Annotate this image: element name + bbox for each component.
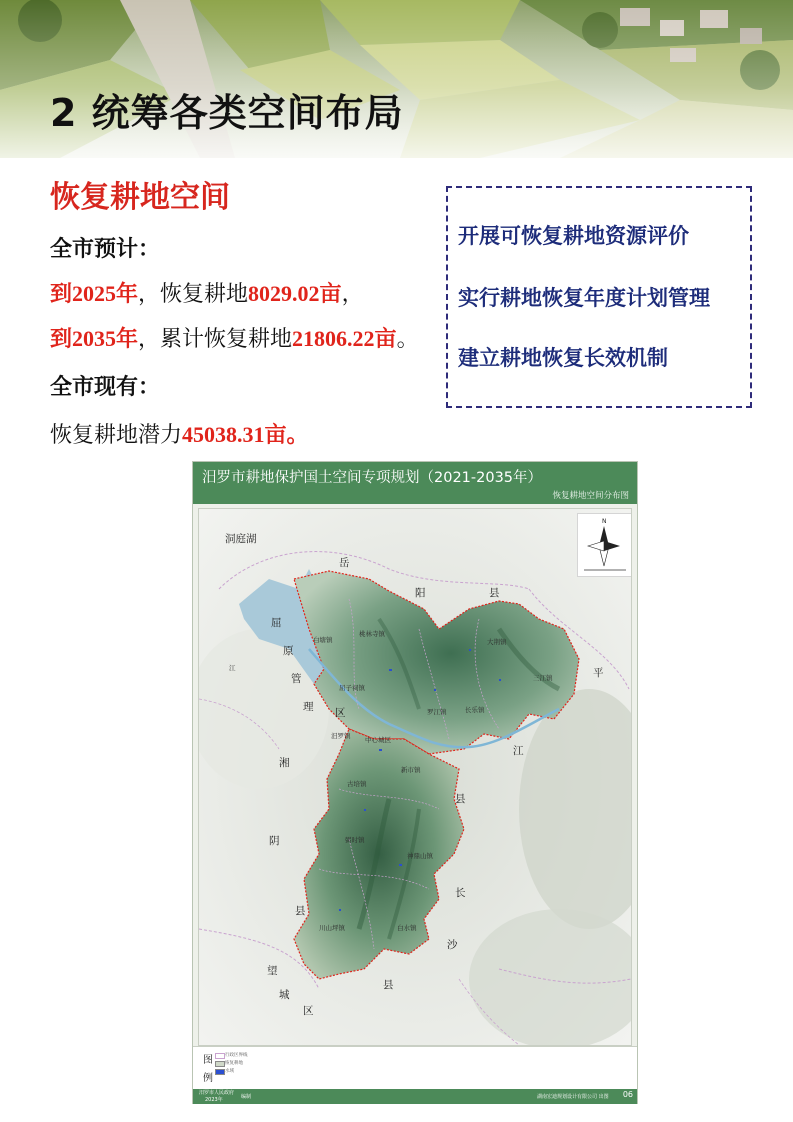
legend-item: 行政区界线 (225, 1053, 248, 1058)
label-char: 管 (291, 673, 302, 685)
label-char: 屈 (271, 617, 282, 629)
text: ，恢复耕地 (138, 282, 249, 307)
town-label: 大荆镇 (487, 638, 507, 646)
legend-label: 例 (203, 1073, 213, 1084)
town-label: 罗江镇 (427, 708, 447, 716)
legend-item: 水域 (225, 1069, 234, 1074)
prefix: 到 (50, 327, 73, 352)
footer-compiled: 编制 (241, 1094, 252, 1100)
footer-year: 2023年 (205, 1097, 223, 1103)
town-label: 白塘镇 (313, 636, 333, 644)
label-char: 县 (383, 979, 394, 991)
map-footer (193, 1089, 637, 1104)
text: 恢复耕地潜力 (50, 423, 183, 448)
year: 2035年 (72, 326, 139, 351)
forecast-2035 (50, 322, 419, 353)
label-char: 理 (303, 701, 314, 713)
town-label: 中心城区 (365, 736, 391, 744)
measure-item: 开展可恢复耕地资源评价 (458, 224, 689, 248)
year: 2025年 (72, 281, 139, 306)
label-char: 原 (283, 645, 294, 657)
prefix: 到 (50, 282, 73, 307)
header-banner (0, 0, 793, 158)
label-char: 阴 (269, 835, 280, 847)
town-label: 白水镇 (397, 924, 417, 932)
svg-text:N: N (602, 518, 607, 525)
town-label: 古培镇 (347, 780, 367, 788)
label-char: 县 (489, 587, 500, 599)
map-legend (193, 1046, 637, 1089)
legend-label: 图 (203, 1055, 213, 1066)
legend-swatch (215, 1069, 225, 1075)
measure-item: 建立耕地恢复长效机制 (458, 346, 668, 370)
town-label: 川山坪镇 (319, 924, 345, 932)
map-header (193, 462, 637, 504)
value: 45038.31亩。 (182, 422, 309, 447)
town-label: 弼时镇 (345, 836, 365, 844)
footer-org: 汨罗市人民政府 (199, 1090, 235, 1096)
label-char: 区 (335, 707, 346, 719)
section-title: 恢复耕地空间 (50, 180, 230, 215)
measures-box (446, 186, 752, 408)
town-label: 新市镇 (401, 766, 421, 774)
north-arrow (577, 513, 632, 577)
label-char: 城 (279, 989, 290, 1001)
label-dongting-lake: 洞庭湖 (225, 533, 257, 545)
town-label: 桃林寺镇 (359, 630, 385, 638)
label-char: 湘 (279, 757, 290, 769)
label-char: 平 (593, 667, 604, 679)
suffix: 。 (396, 327, 419, 352)
label-char: 沙 (447, 939, 458, 951)
existing-label: 全市现有： (50, 375, 161, 400)
label-char: 阳 (415, 587, 426, 599)
town-label: 长乐镇 (465, 706, 485, 714)
label-char: 江 (513, 745, 524, 757)
value: 8029.02亩 (248, 281, 342, 306)
compass-icon (578, 514, 632, 576)
forecast-label: 全市预计： (50, 237, 161, 262)
existing-potential (50, 418, 309, 449)
town-label: 屈子祠镇 (339, 684, 365, 692)
label-char: 县 (295, 905, 306, 917)
map-title: 汨罗市耕地保护国土空间专项规划（2021-2035年） (202, 470, 543, 486)
label-char: 长 (455, 887, 466, 899)
map-subtitle: 恢复耕地空间分布图 (552, 491, 629, 501)
page-number: 06 (622, 1090, 633, 1099)
text: ，累计恢复耕地 (138, 327, 293, 352)
page-title: 2 统筹各类空间布局 (50, 91, 404, 135)
label-char: 区 (303, 1005, 314, 1017)
measure-item: 实行耕地恢复年度计划管理 (458, 286, 710, 310)
label-char: 岳 (339, 557, 350, 569)
suffix: ， (341, 282, 364, 307)
legend-item: 恢复耕地 (225, 1061, 243, 1066)
town-label: 三江镇 (533, 674, 553, 682)
town-label: 汨罗镇 (331, 732, 351, 740)
label-char: 江 (229, 664, 236, 672)
map-canvas (198, 508, 632, 1046)
footer-company: 湖南宏迪规划设计有限公司 出图 (537, 1094, 609, 1100)
label-char: 县 (455, 793, 466, 805)
value: 21806.22亩 (292, 326, 397, 351)
town-label: 神鼎山镇 (407, 852, 433, 860)
planning-map (192, 461, 638, 1104)
legend-swatch (215, 1053, 225, 1059)
legend-swatch (215, 1061, 225, 1067)
forecast-2025 (50, 277, 364, 308)
label-char: 望 (267, 965, 278, 977)
